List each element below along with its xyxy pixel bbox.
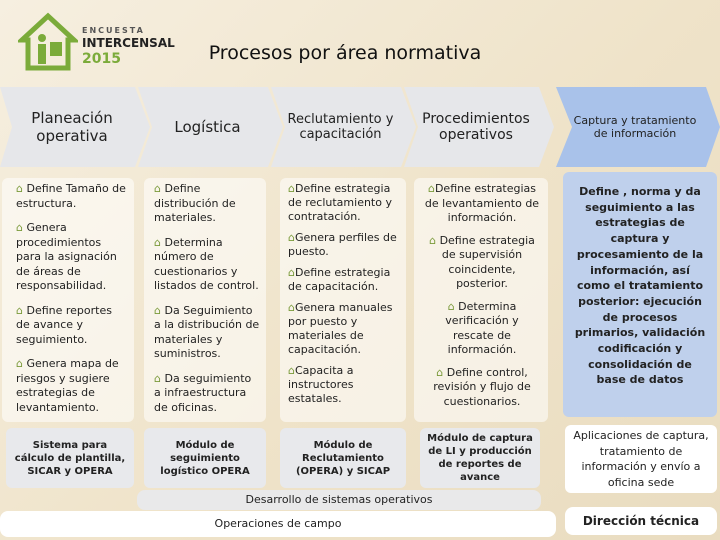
house-bullet-icon: ⌂ xyxy=(288,231,295,244)
house-bullet-icon: ⌂ xyxy=(16,182,23,195)
house-bullet-icon: ⌂ xyxy=(16,303,23,317)
development-bar: Desarrollo de sistemas operativos xyxy=(137,490,541,510)
list-item: ⌂Define estrategia de capacitación. xyxy=(288,266,391,293)
column-planeacion xyxy=(2,178,134,422)
logo-text-2: INTERCENSAL xyxy=(82,36,175,50)
header-planeacion xyxy=(0,87,150,167)
list-item: ⌂ Define distribución de materiales. xyxy=(154,182,236,224)
list-item: ⌂ Define control, revisión y flujo de cuestionarios. xyxy=(433,365,531,408)
house-bullet-icon: ⌂ xyxy=(447,299,455,313)
header-captura xyxy=(556,87,720,167)
list-item: ⌂ Define Tamaño de estructura. xyxy=(16,182,126,210)
captura-description-panel: Define , norma y da seguimiento a las estrategias de captura y procesamiento de la información, así como el tratamiento posterior: ejecución de procesos primarios, validación codificación y consolidación de base de datos xyxy=(563,172,717,417)
header-label: Procedimientos operativos xyxy=(422,111,530,143)
list-item: ⌂ Da Seguimiento a la distribución de materiales y suministros. xyxy=(154,303,260,360)
system-box-planeacion: Sistema para cálculo de plantilla, SICAR y OPERA xyxy=(6,428,134,488)
system-box-captura: Aplicaciones de captura, tratamiento de información y envío a oficina sede xyxy=(565,425,717,493)
header-label: Logística xyxy=(174,118,241,136)
header-label: Reclutamiento y capacitación xyxy=(287,112,394,142)
list-item: ⌂ Genera mapa de riesgos y sugiere estrategias de levantamiento. xyxy=(16,357,119,414)
system-box-logistica: Módulo de seguimiento logístico OPERA xyxy=(144,428,266,488)
column-procedimientos xyxy=(414,178,548,422)
column-logistica xyxy=(144,178,266,422)
list-item: ⌂ Define estrategia de supervisión coincidente, posterior. xyxy=(429,233,535,290)
header-logistica xyxy=(138,87,283,167)
technical-direction-bar: Dirección técnica xyxy=(565,507,717,535)
header-procedimientos xyxy=(404,87,554,167)
list-item: ⌂ Determina verificación y rescate de información. xyxy=(445,299,519,356)
list-item: ⌂ Determina número de cuestionarios y listados de control. xyxy=(154,235,259,292)
house-bullet-icon: ⌂ xyxy=(154,303,161,317)
house-bullet-icon: ⌂ xyxy=(429,233,437,247)
list-item: ⌂Genera perfiles de puesto. xyxy=(288,231,397,258)
house-bullet-icon: ⌂ xyxy=(16,357,23,370)
house-bullet-icon: ⌂ xyxy=(427,182,435,195)
field-operations-bar: Operaciones de campo xyxy=(0,511,556,537)
list-item: ⌂Capacita a instructores estatales. xyxy=(288,364,354,405)
list-item: ⌂Define estrategias de levantamiento de información. xyxy=(424,182,540,224)
house-bullet-icon: ⌂ xyxy=(154,235,161,249)
house-bullet-icon: ⌂ xyxy=(288,301,295,314)
house-bullet-icon: ⌂ xyxy=(436,365,444,379)
header-label: Captura y tratamiento de información xyxy=(573,114,697,140)
system-box-reclutamiento: Módulo de Reclutamiento (OPERA) y SICAP xyxy=(280,428,406,488)
header-label: Planeación operativa xyxy=(31,109,113,145)
house-bullet-icon: ⌂ xyxy=(288,266,295,279)
list-item: ⌂ Da seguimiento a infraestructura de oficinas. xyxy=(154,371,252,414)
house-bullet-icon: ⌂ xyxy=(154,182,161,195)
logo xyxy=(18,12,175,74)
logo-text-1: ENCUESTA xyxy=(82,26,145,35)
header-reclutamiento xyxy=(271,87,416,167)
house-logo-icon xyxy=(18,12,78,72)
list-item: ⌂ Define reportes de avance y seguimiento. xyxy=(16,303,112,346)
logo-year: 2015 xyxy=(82,51,121,67)
system-box-procedimientos: Módulo de captura de LI y producción de reportes de avance xyxy=(420,428,540,488)
house-bullet-icon: ⌂ xyxy=(288,364,295,377)
column-reclutamiento xyxy=(280,178,406,422)
page-title: Procesos por área normativa xyxy=(208,42,482,64)
list-item: ⌂Genera manuales por puesto y materiales de capacitación. xyxy=(288,301,393,356)
house-bullet-icon: ⌂ xyxy=(16,221,23,234)
list-item: ⌂Define estrategia de reclutamiento y contratación. xyxy=(288,182,392,223)
list-item: ⌂ Genera procedimientos para la asignación de áreas de responsabilidad. xyxy=(16,221,117,292)
house-bullet-icon: ⌂ xyxy=(288,182,295,195)
house-bullet-icon: ⌂ xyxy=(154,371,161,385)
